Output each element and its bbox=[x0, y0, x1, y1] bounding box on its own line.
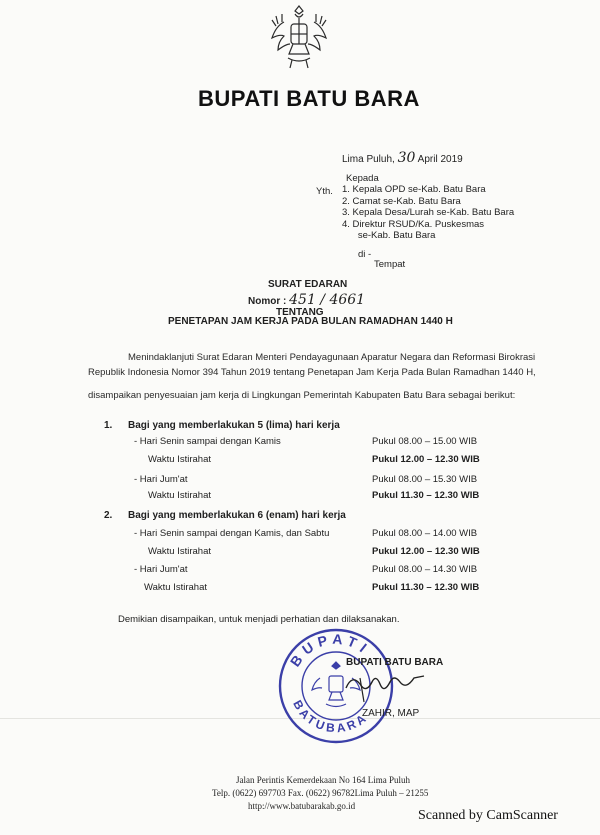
schedule-time: Pukul 12.00 – 12.30 WIB bbox=[372, 546, 480, 557]
signatory-name: ZAHIR, MAP bbox=[362, 708, 420, 719]
schedule-time: Pukul 08.00 – 14.00 WIB bbox=[372, 528, 478, 539]
recipient-item: 2. Camat se-Kab. Batu Bara bbox=[342, 195, 461, 207]
stamp-text-top: BUPATI bbox=[286, 630, 374, 670]
footer-address: Jalan Perintis Kemerdekaan No 164 Lima Puluh bbox=[236, 775, 410, 785]
schedule-time: Pukul 08.00 – 15.00 WIB bbox=[372, 436, 478, 447]
nomor-label: Nomor : bbox=[248, 296, 287, 307]
recipient-item: 3. Kepala Desa/Lurah se-Kab. Batu Bara bbox=[342, 207, 515, 218]
tentang-heading: TENTANG bbox=[276, 307, 324, 318]
schedule-label: - Hari Jum'at bbox=[134, 474, 188, 485]
garuda-emblem-icon bbox=[258, 0, 340, 72]
nomor-line bbox=[248, 292, 365, 308]
closing-sentence: Demikian disampaikan, untuk menjadi perhatian dan dilaksanakan. bbox=[118, 614, 400, 625]
tempat-label: Tempat bbox=[374, 259, 406, 270]
yth-label: Yth. bbox=[316, 186, 333, 197]
recipient-list bbox=[342, 184, 514, 242]
schedule-time: Pukul 08.00 – 14.30 WIB bbox=[372, 564, 478, 575]
kepada-label: Kepada bbox=[346, 173, 379, 184]
schedule-label: - Hari Jum'at bbox=[134, 564, 188, 575]
surat-edaran-heading: SURAT EDARAN bbox=[268, 279, 348, 290]
date-handwritten: 30 bbox=[397, 150, 416, 166]
section-heading: Bagi yang memberlakukan 5 (lima) hari kerja bbox=[128, 420, 340, 431]
camscanner-watermark: Scanned by CamScanner bbox=[418, 808, 558, 823]
recipient-item: se-Kab. Batu Bara bbox=[342, 230, 436, 241]
section-number: 2. bbox=[104, 510, 113, 521]
handwritten-signature-icon bbox=[340, 668, 430, 708]
nomor-value: 451 / 4661 bbox=[289, 292, 366, 308]
letterhead-title: BUPATI BATU BARA bbox=[198, 86, 420, 111]
signatory-title: BUPATI BATU BARA bbox=[346, 657, 444, 668]
stamp-text-bottom: BATUBARA bbox=[290, 697, 371, 736]
schedule-time: Pukul 12.00 – 12.30 WIB bbox=[372, 454, 480, 465]
section-number: 1. bbox=[104, 420, 113, 431]
schedule-label: - Hari Senin sampai dengan Kamis bbox=[134, 436, 281, 447]
schedule-time: Pukul 11.30 – 12.30 WIB bbox=[372, 490, 480, 501]
date-prefix: Lima Puluh, bbox=[342, 154, 395, 165]
schedule-label: Waktu Istirahat bbox=[148, 546, 212, 557]
di-label: di - bbox=[358, 249, 372, 260]
intro-line: Menindaklanjuti Surat Edaran Menteri Pendayagunaan Aparatur Negara dan Reformasi Birokrasi bbox=[128, 352, 536, 363]
schedule-time: Pukul 08.00 – 15.30 WIB bbox=[372, 474, 478, 485]
perihal-heading: PENETAPAN JAM KERJA PADA BULAN RAMADHAN 1440 H bbox=[168, 316, 453, 327]
intro-line: Republik Indonesia Nomor 394 Tahun 2019 tentang Penetapan Jam Kerja Pada Bulan Ramadhan 1440 H, bbox=[88, 367, 536, 378]
schedule-label: Waktu Istirahat bbox=[144, 582, 208, 593]
schedule-time: Pukul 11.30 – 12.30 WIB bbox=[372, 582, 480, 593]
letter-date bbox=[342, 150, 463, 166]
footer-contact: Telp. (0622) 697703 Fax. (0622) 96782Lima Puluh – 21255 bbox=[212, 788, 429, 798]
footer-website: http://www.batubarakab.go.id bbox=[248, 801, 356, 811]
schedule-label: Waktu Istirahat bbox=[148, 490, 212, 501]
date-suffix: April 2019 bbox=[417, 154, 463, 165]
intro-line: disampaikan penyesuaian jam kerja di Lingkungan Pemerintah Kabupaten Batu Bara sebagai berikut: bbox=[88, 390, 516, 401]
recipient-item: 1. Kepala OPD se-Kab. Batu Bara bbox=[342, 184, 486, 195]
section-heading: Bagi yang memberlakukan 6 (enam) hari kerja bbox=[128, 510, 346, 521]
schedule-label: Waktu Istirahat bbox=[148, 454, 212, 465]
schedule-label: - Hari Senin sampai dengan Kamis, dan Sabtu bbox=[134, 528, 330, 539]
recipient-item: 4. Direktur RSUD/Ka. Puskesmas bbox=[342, 218, 485, 230]
